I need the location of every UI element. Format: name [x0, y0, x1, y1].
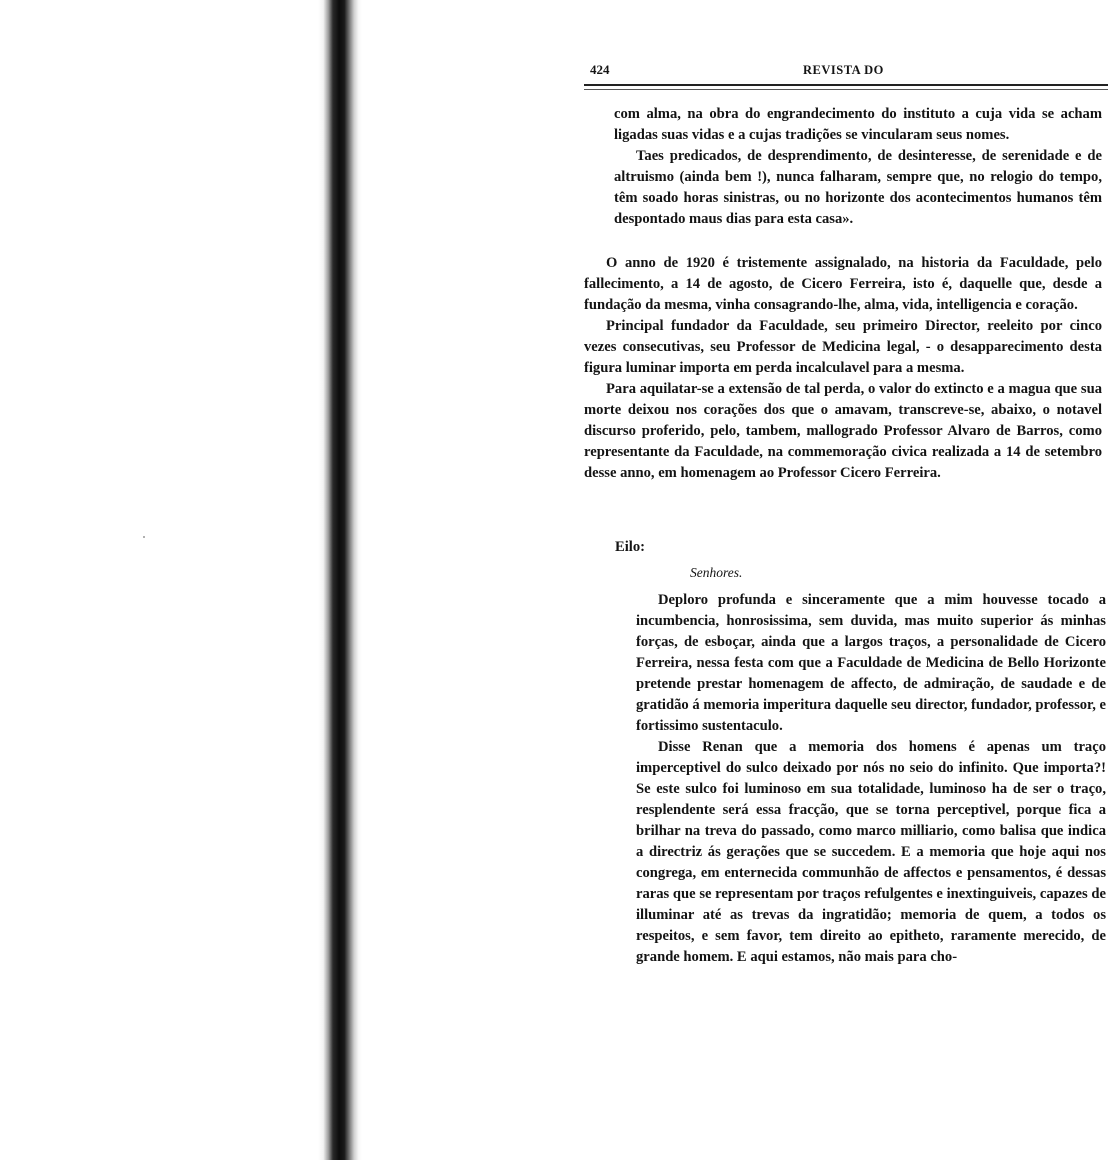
speech-salutation: Senhores. [690, 565, 743, 580]
body-paragraph: Para aquilatar-se a extensão de tal perda, o valor do extincto e a magua que sua morte deixou nos corações dos que o amavam, transcreve-se, abaixo, o notavel discurso proferido, pelo, tambem, mallogrado Professor Alvaro de Barros, como representante da Faculdade, na commemoração civica realizada a 14 de setembro desse anno, em homenagem ao Professor Cicero Ferreira. [584, 381, 1102, 481]
page-header [584, 62, 1108, 84]
speech-text [636, 590, 1106, 968]
body-paragraph: O anno de 1920 é tristemente assignalado, na historia da Faculdade, pelo fallecimento, a 14 de agosto, de Cicero Ferreira, isto é, daquelle que, desde a fundação da mesma, vinha consagrando-lhe, alma, vida, intelligencia e coração. [584, 255, 1102, 313]
scan-speck [143, 536, 145, 538]
body-paragraph: Principal fundador da Faculdade, seu primeiro Director, reeleito por cinco vezes consecutivas, seu Professor de Medicina legal, - o desapparecimento desta figura luminar importa em perda incalculavel para a mesma. [584, 318, 1102, 376]
header-rule [584, 84, 1108, 90]
opening-quote [614, 104, 1102, 230]
page-number: 424 [590, 62, 610, 77]
quote-paragraph: Taes predicados, de desprendimento, de desinteresse, de serenidade e de altruismo (ainda bem !), nunca falharam, sempre que, no relogio do tempo, têm soado horas sinistras, ou no horizonte dos acontecimentos humanos têm despontado maus dias para esta casa». [614, 148, 1102, 227]
journal-title: REVISTA DO [803, 63, 884, 77]
speech-paragraph: Disse Renan que a memoria dos homens é apenas um traço imperceptivel do sulco deixado por nós no seio do infinito. Que importa?! Se este sulco foi luminoso em sua totalidade, luminoso ha de ser o traço, resplendente será essa fracção, que se torna perceptivel, porque fica a brilhar na treva do passado, como marco milliario, como balisa que indica a directriz ás gerações que se succedem. E a memoria que hoje aqui nos congrega, em enternecida communhão de affectos e pensamentos, é dessas raras que se representam por traços refulgentes e inextinguiveis, capazes de illuminar até as trevas da ingratidão; memoria de quem, a todos os respeitos, e sem favor, tem direito ao epitheto, raramente merecido, de grande homem. E aqui estamos, não mais para cho- [636, 739, 1106, 965]
eilo-label: Eilo: [615, 539, 645, 555]
running-head [584, 62, 1108, 84]
quote-paragraph: com alma, na obra do engrandecimento do instituto a cuja vida se acham ligadas suas vidas e a cujas tradições se vincularam seus nomes. [614, 106, 1102, 143]
book-gutter-shadow [318, 0, 362, 1160]
speech-paragraph: Deploro profunda e sinceramente que a mim houvesse tocado a incumbencia, honrosissima, sem duvida, mas muito superior ás minhas forças, de esboçar, ainda que a largos traços, a personalidade de Cicero Ferreira, nessa festa com que a Faculdade de Medicina de Bello Horizonte pretende prestar homenagem de affecto, de admiração, de saudade e de gratidão á memoria imperitura daquelle seu director, fundador, professor, e fortissimo sustentaculo. [636, 592, 1106, 734]
main-text [584, 253, 1102, 484]
